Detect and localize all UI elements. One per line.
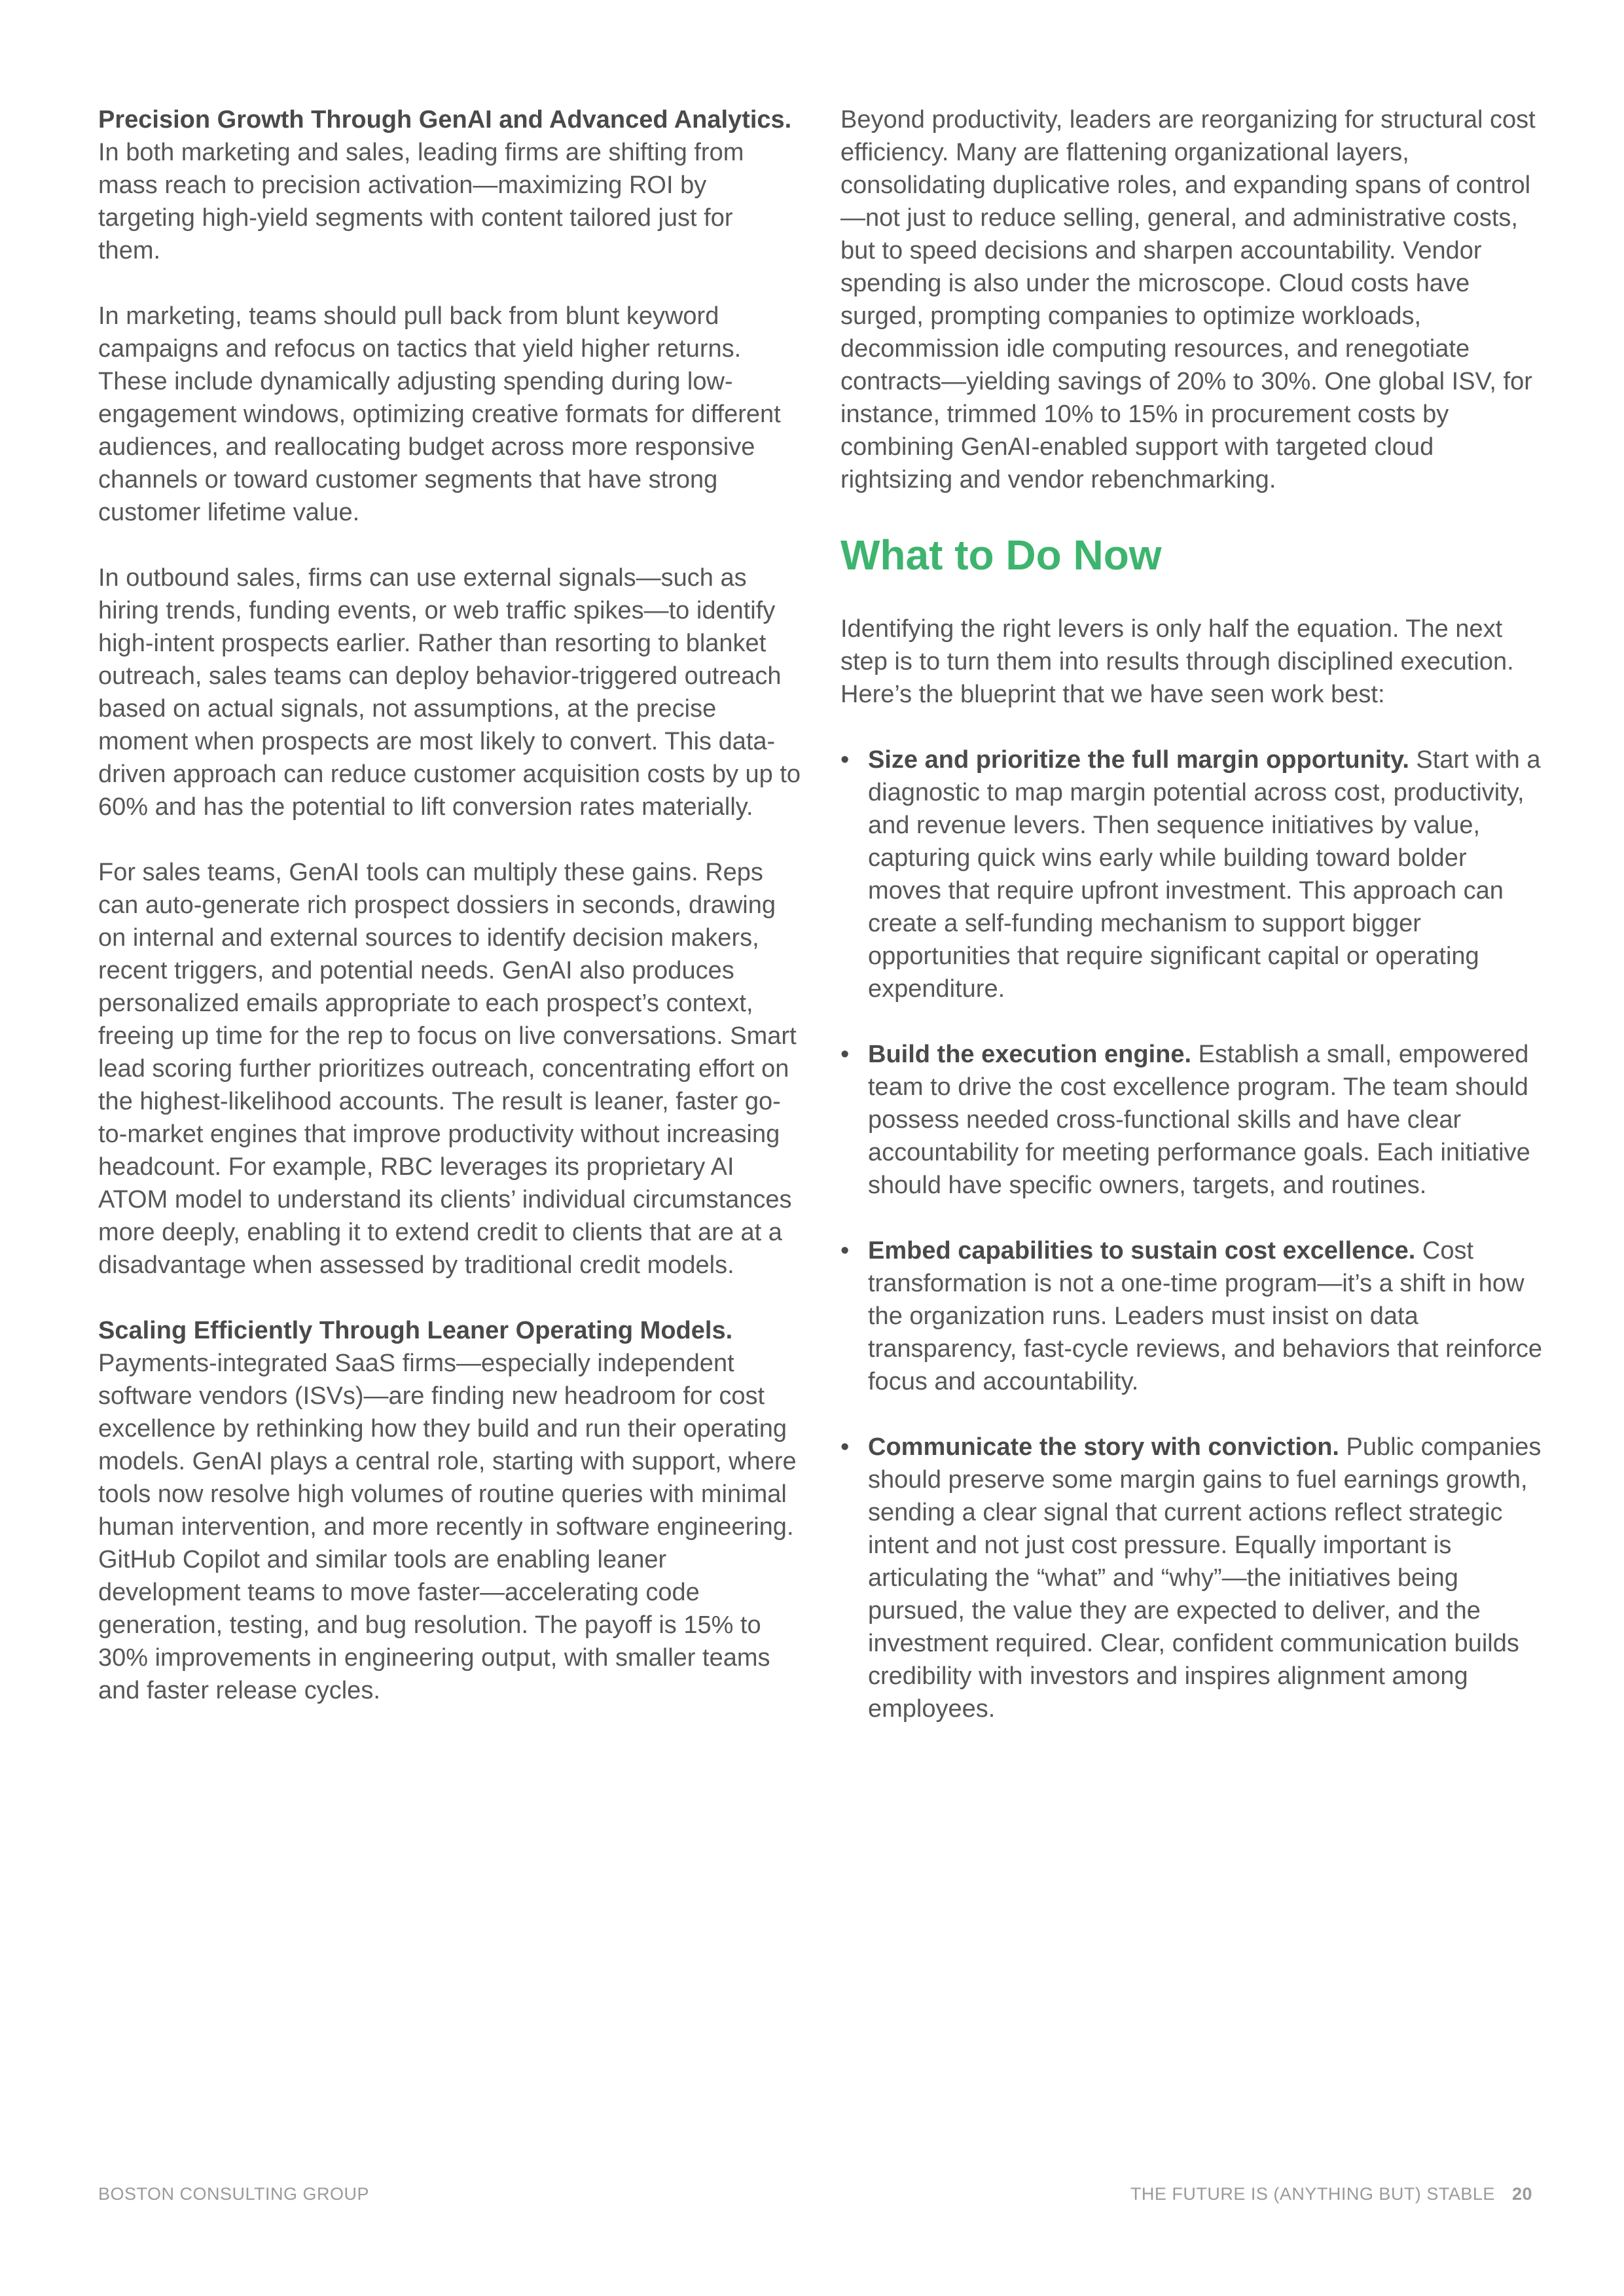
- bullet-icon: •: [840, 1041, 850, 1068]
- left-column: [98, 103, 802, 1740]
- list-item-text: Cost transformation is not a one-time program—it’s a shift in how the organization runs. Leaders must insist on data transparency, fast-cycle reviews, and behaviors that reinforce focus and accountability.: [868, 1237, 1542, 1395]
- report-title: THE FUTURE IS (ANYTHING BUT) STABLE: [1130, 2184, 1495, 2204]
- bullet-icon: •: [840, 1237, 850, 1265]
- paragraph-text: In both marketing and sales, leading firms are shifting from mass reach to precision activation—maximizing ROI by targeting high-yield segments with content tailored just for them.: [98, 139, 744, 264]
- paragraph-outbound-sales: In outbound sales, firms can use external signals—such as hiring trends, funding events, or web traffic spikes—to identify high-intent prospects earlier. Rather than resorting to blanket outreach, sales teams can deploy behavior-triggered outreach based on actual signals, not assumptions, at the precise moment when prospects are most likely to convert. This data-driven approach can reduce customer acquisition costs by up to 60% and has the potential to lift conversion rates materially.: [98, 564, 801, 821]
- section-heading: What to Do Now: [840, 531, 1162, 579]
- paragraph-scaling-efficiently: [98, 1314, 802, 1707]
- right-column: [840, 103, 1544, 1758]
- paragraph-precision-growth: [98, 103, 802, 267]
- list-item: [840, 1038, 1544, 1202]
- paragraph-text: Payments-integrated SaaS firms—especially independent software vendors (ISVs)—are finding new headroom for cost excellence by rethinking how they build and run their operating models. GenAI plays a central role, starting with support, where tools now resolve high volumes of routine queries with minimal human intervention, and more recently in software engineering. GitHub Copilot and similar tools are enabling leaner development teams to move faster—accelerating code generation, testing, and bug resolution. The payoff is 15% to 30% improvements in engineering output, with smaller teams and faster release cycles.: [98, 1350, 797, 1704]
- paragraph-sales-teams: For sales teams, GenAI tools can multiply these gains. Reps can auto-generate rich prospect dossiers in seconds, drawing on internal and external sources to identify decision makers, recent triggers, and potential needs. GenAI also produces personalized emails appropriate to each prospect’s context, freeing up time for the rep to focus on live conversations. Smart lead scoring further prioritizes outreach, concentrating effort on the highest-likelihood accounts. The result is leaner, faster go-to-market engines that improve productivity without increasing headcount. For example, RBC leverages its proprietary AI ATOM model to understand its clients’ individual circumstances more deeply, enabling it to extend credit to clients that are at a disadvantage when assessed by traditional credit models.: [98, 859, 797, 1279]
- lead-in-scaling-efficiently: Scaling Efficiently Through Leaner Operating Models.: [98, 1317, 733, 1344]
- list-item-lead: Embed capabilities to sustain cost excellence.: [868, 1237, 1416, 1265]
- page-number: 20: [1511, 2184, 1532, 2204]
- list-item-lead: Communicate the story with conviction.: [868, 1433, 1339, 1461]
- list-item-text: Start with a diagnostic to map margin potential across cost, productivity, and revenue levers. Then sequence initiatives by value, capturing quick wins early while building toward bolder moves that require upfront investment. This approach can create a self-funding mechanism to support bigger opportunities that require significant capital or operating expenditure.: [868, 746, 1541, 1003]
- list-item-lead: Build the execution engine.: [868, 1041, 1192, 1068]
- paragraph-intro: Identifying the right levers is only half the equation. The next step is to turn them into results through disciplined execution. Here’s the blueprint that we have seen work best:: [840, 615, 1514, 708]
- list-item: [840, 1234, 1544, 1398]
- footer-publisher: BOSTON CONSULTING GROUP: [98, 2184, 370, 2204]
- bullet-icon: •: [840, 746, 850, 774]
- footer-report-title: [1130, 2184, 1532, 2204]
- list-item: [840, 744, 1544, 1005]
- list-item-text: Establish a small, empowered team to drive the cost excellence program. The team should possess needed cross-functional skills and have clear accountability for meeting performance goals. Each initiative should have specific owners, targets, and routines.: [868, 1041, 1530, 1199]
- paragraph-marketing: In marketing, teams should pull back from blunt keyword campaigns and refocus on tactics that yield higher returns. These include dynamically adjusting spending during low-engagement windows, optimizing creative formats for different audiences, and reallocating budget across more responsive channels or toward customer segments that have strong customer lifetime value.: [98, 302, 781, 526]
- lead-in-precision-growth: Precision Growth Through GenAI and Advanced Analytics.: [98, 106, 792, 134]
- bullet-icon: •: [840, 1433, 850, 1461]
- paragraph-structural-efficiency: Beyond productivity, leaders are reorganizing for structural cost efficiency. Many are flattening organizational layers, consolidating duplicative roles, and expanding spans of control—not just to reduce selling, general, and administrative costs, but to speed decisions and sharpen accountability. Vendor spending is also under the microscope. Cloud costs have surged, prompting companies to optimize workloads, decommission idle computing resources, and renegotiate contracts—yielding savings of 20% to 30%. One global ISV, for instance, trimmed 10% to 15% in procurement costs by combining GenAI-enabled support with targeted cloud rightsizing and vendor rebenchmarking.: [840, 106, 1536, 493]
- list-item: [840, 1431, 1544, 1725]
- list-item-text: Public companies should preserve some margin gains to fuel earnings growth, sending a clear signal that current actions reflect strategic intent and not just cost pressure. Equally important is articulating the “what” and “why”—the initiatives being pursued, the value they are expected to deliver, and the investment required. Clear, confident communication builds credibility with investors and inspires alignment among employees.: [868, 1433, 1542, 1723]
- list-item-lead: Size and prioritize the full margin opportunity.: [868, 746, 1409, 774]
- blueprint-list: [840, 744, 1544, 1725]
